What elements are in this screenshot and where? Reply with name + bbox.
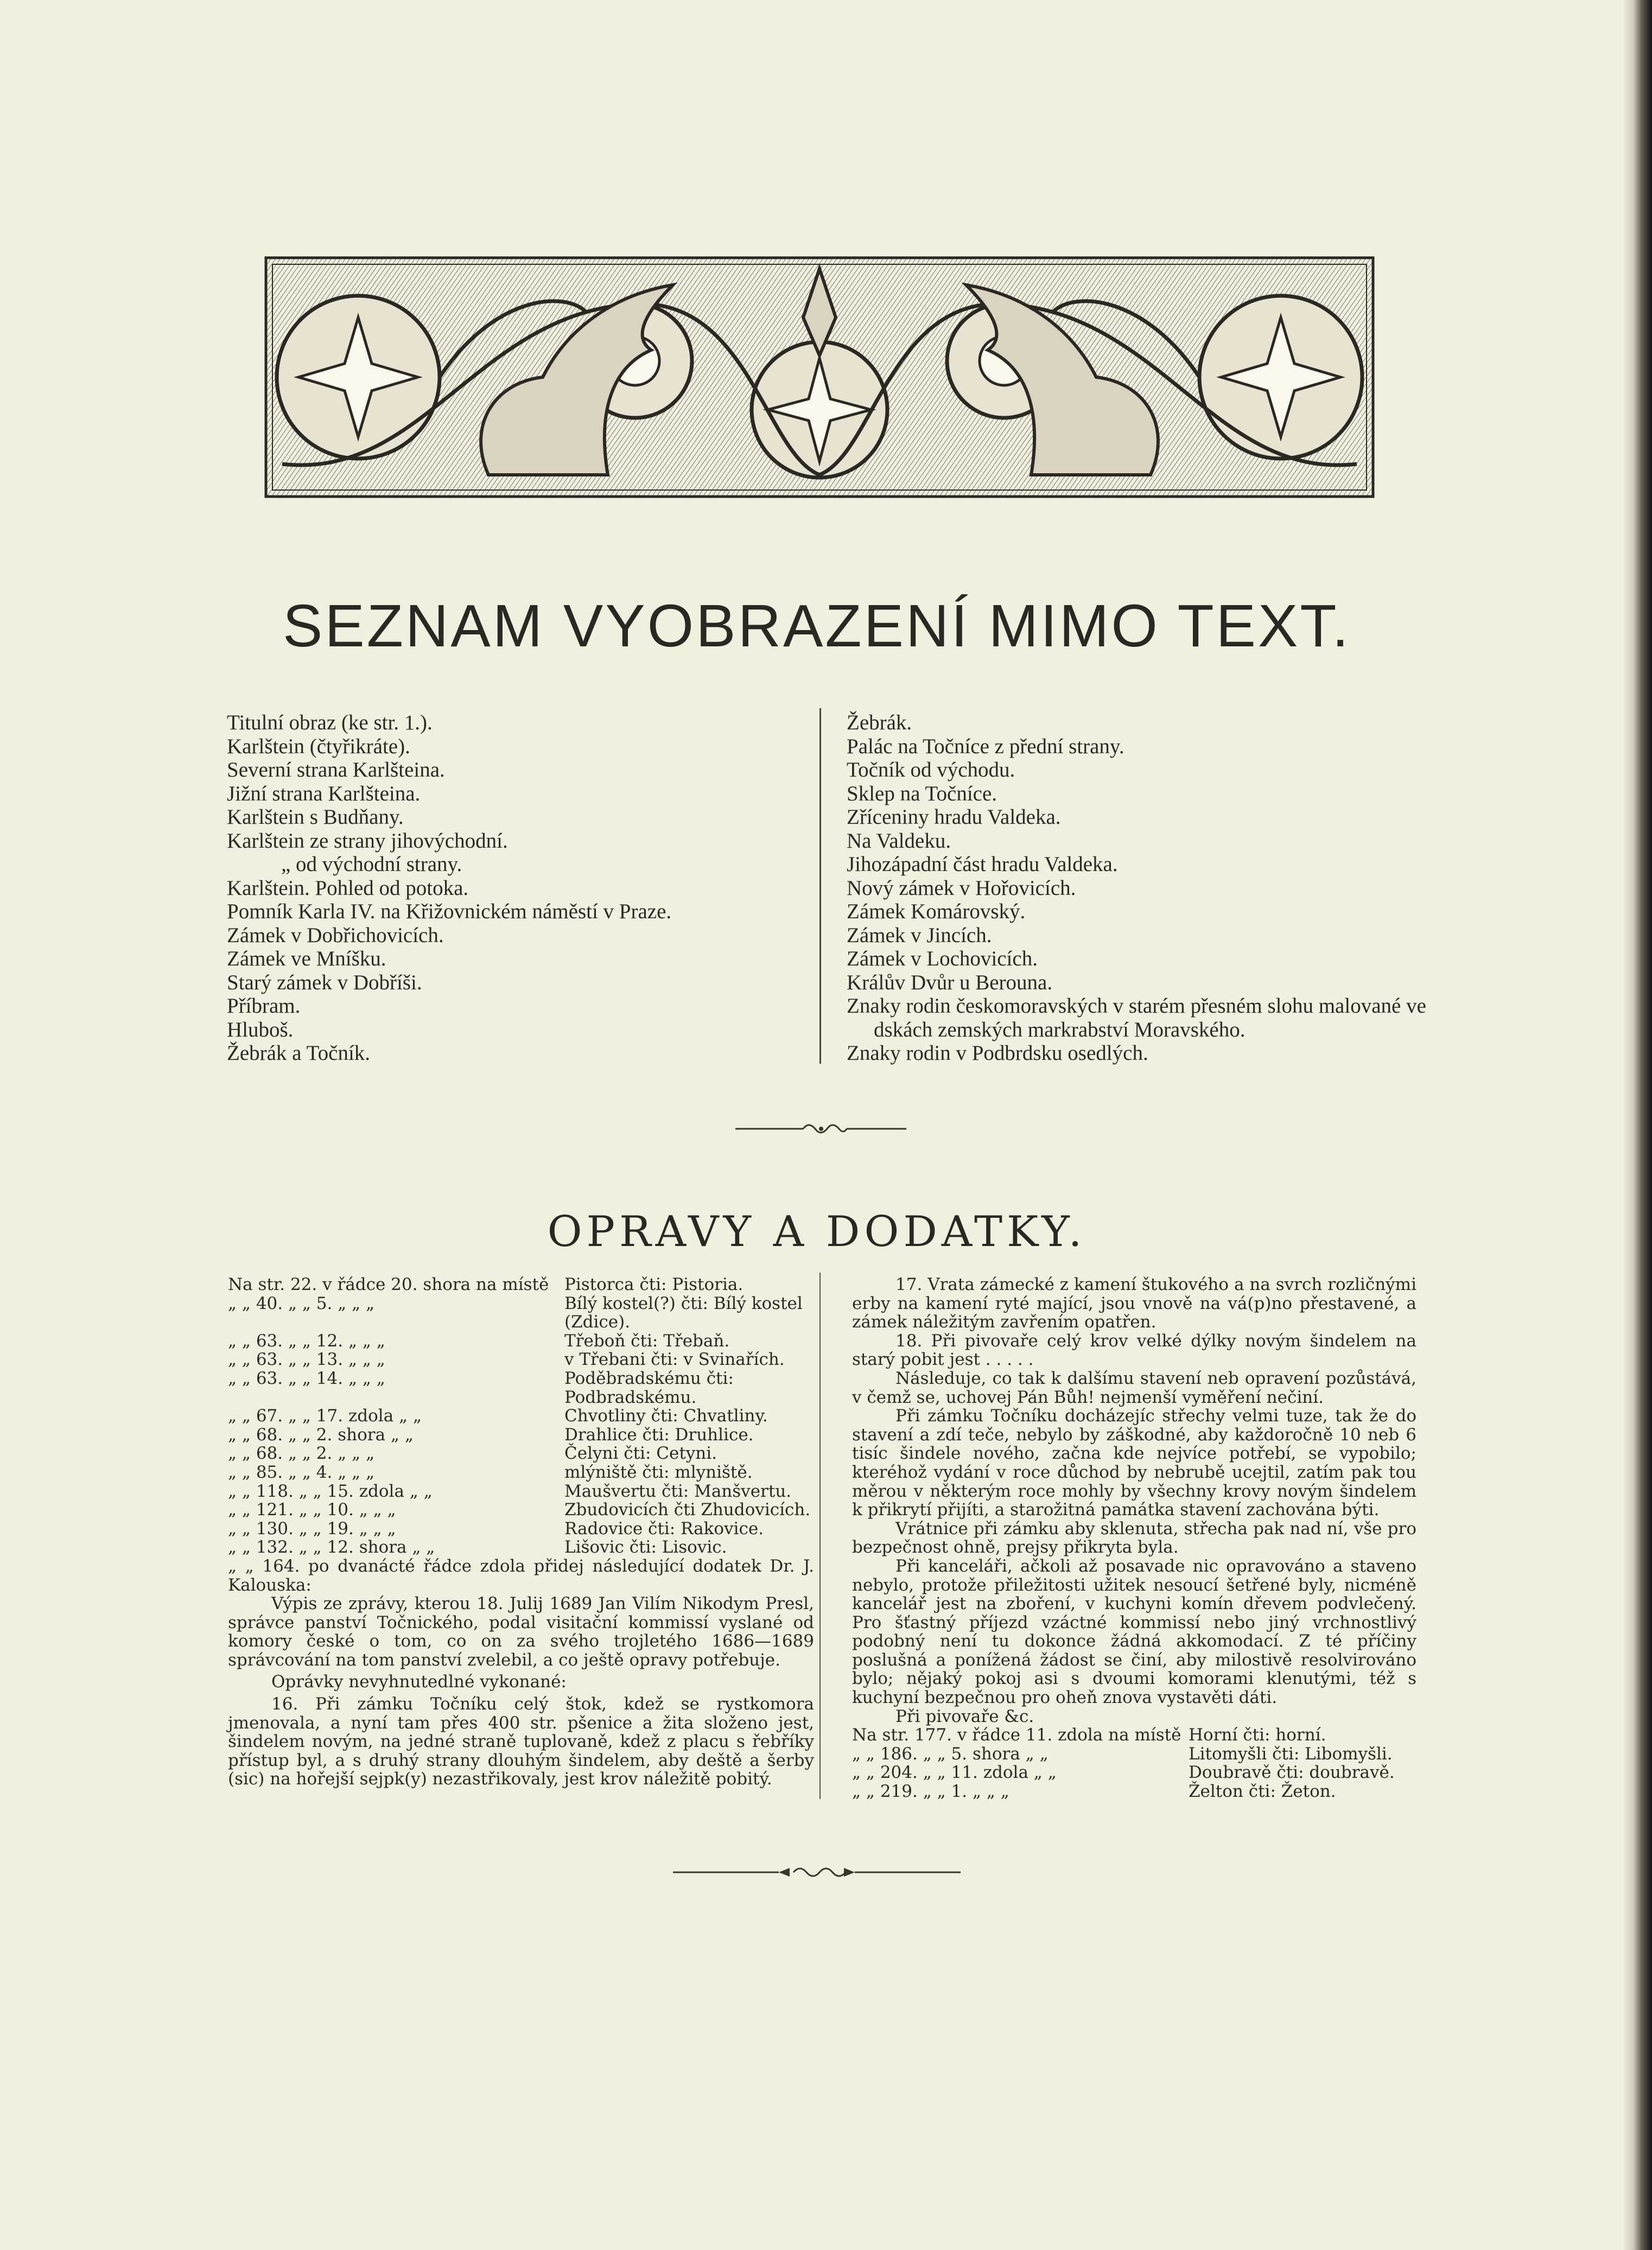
list-item: Zámek v Dobřichovicích. [227, 923, 444, 947]
list-item: Palác na Točníce z přední strany. [847, 734, 1124, 758]
column-divider [819, 708, 821, 1064]
paragraph-vypis: Výpis ze zprávy, kterou 18. Julij 1689 Jan Vilím Nikodym Presl, správce panství Točnického, podal visitační kommissí vyslané od komory české o tom, co on za svého trojletého 1686—1689 správcování na tom panství zvelebil, a co ještě opravy potřebuje. [228, 1594, 814, 1670]
list-item: Jihozápadní část hradu Valdeka. [847, 853, 1118, 876]
list-item: Karlštein. Pohled od potoka. [227, 876, 469, 900]
paragraph-opravky: Oprávky nevyhnutedlné vykonané: [271, 1672, 567, 1692]
correction-row: „ „ 130. „ „ 19. „ „ „ Radovice čti: Rakovice. [228, 1518, 764, 1539]
paragraph-vratnice: Vrátnice při zámku aby sklenuta, střecha pak nad ní, vše pro bezpečnost ohně, prejsy přikryta byla. [852, 1518, 1416, 1558]
list-item: Karlštein s Budňany. [227, 805, 404, 829]
list-item: Pomník Karla IV. na Křižovnickém náměstí v Praze. [227, 900, 672, 923]
correction-row: „ „ 67. „ „ 17. zdola „ „ Chvotliny čti: Chvatliny. [228, 1406, 768, 1426]
correction-row: „ „ 121. „ „ 10. „ „ „ Zbudovicích čti Zhudovicích. [228, 1500, 811, 1520]
correction-row: „ „ 63. „ „ 12. „ „ „ Třeboň čti: Třebaň. [228, 1331, 730, 1351]
list-item: Severní strana Karlšteina. [227, 758, 445, 781]
list-item: Sklep na Točníce. [847, 781, 997, 805]
list-item: Karlštein ze strany jihovýchodní. [227, 829, 508, 853]
corrections-left [228, 1275, 814, 1789]
list-item: Zámek ve Mníšku. [227, 947, 386, 970]
page-title: SEZNAM VYOBRAZENÍ MIMO TEXT. [283, 593, 1351, 659]
paragraph-zamek: Při zámku Točníku docházejíc střechy velmi tuze, tak že do stavení a zdí teče, nebylo by záškodné, aby každoročně 10 neb 6 tisíc šindele nového, začna kde nejvíce potřebí, se vypobilo; kteréhož vydání v roce důchod by nebrubě ucejtil, zatím pak tou měrou v některým roce mohly by všechny krovy novým šindelem k přikrytí přijíti, a starožitná památka stavení zachována býti. [852, 1406, 1416, 1520]
list-item: Znaky rodin českomoravských v starém přesném slohu malované ve dskách zemských markrabství Moravského. [847, 994, 1426, 1041]
paragraph-pivovare: Při pivovaře &c. [895, 1706, 1034, 1726]
list-item: Nový zámek v Hořovicích. [847, 876, 1076, 900]
correction-row: „ „ 118. „ „ 15. zdola „ „ Maušvertu čti: Manšvertu. [228, 1481, 792, 1501]
correction-row: „ „ 68. „ „ 2. „ „ „ Čelyni čti: Cetyni. [228, 1444, 717, 1464]
paragraph-nasleduje: Následuje, co tak k dalšímu stavení neb opravení pozůstává, v čemž se, uchovej Pán Bůh! nejmenší vyměření nečiní. [852, 1368, 1416, 1407]
ornamental-header-band [260, 247, 1378, 505]
list-item: Starý zámek v Dobříši. [227, 970, 422, 994]
correction-row: „ „ 219. „ „ 1. „ „ „ Želton čti: Žeton. [852, 1782, 1336, 1802]
list-item: Žebrák. [847, 711, 912, 734]
paragraph-17: 17. Vrata zámecké z kamení štukového a na svrch rozličnými erby na kamení ryté mající, jsou vnově na vá(p)no přestavené, a zámek náležitým zavřením opatřen. [852, 1275, 1416, 1332]
list-item: Točník od východu. [847, 758, 1015, 781]
section-divider [0, 1118, 1634, 1140]
correction-164: „ „ 164. po dvanácté řádce zdola přidej následující dodatek Dr. J. Kalouska: [228, 1556, 814, 1595]
list-item: Zámek v Jincích. [847, 923, 992, 947]
correction-row: „ „ 204. „ „ 11. zdola „ „ Doubravě čti: doubravě. [852, 1763, 1395, 1783]
list-item: Zámek Komárovský. [847, 900, 1026, 923]
column-divider [819, 1273, 821, 1799]
correction-row: Na str. 177. v řádce 11. zdola na místě Horní čti: horní. [852, 1725, 1326, 1745]
list-item: Jižní strana Karlšteina. [227, 781, 421, 805]
list-item: Příbram. [227, 994, 301, 1018]
list-item: Na Valdeku. [847, 829, 951, 853]
corrections-right [852, 1275, 1416, 1801]
correction-row: „ „ 132. „ „ 12. shora „ „ Lišovic čti: Lisovic. [228, 1537, 727, 1558]
correction-row: „ „ 40. „ „ 5. „ „ „ Bílý kostel(?) čti: Bílý kostel (Zdice). [228, 1293, 803, 1332]
correction-row: „ „ 63. „ „ 14. „ „ „ Poděbradskému čti: Podbradskému. [228, 1368, 734, 1407]
paragraph-16: 16. Při zámku Točníku celý štok, kdež se rystkomora jmenovala, a nyní tam přes 400 str. pšenice a žita složeno jest, šindelem novým, na jedné straně tuplovaně, kdež z placu s řebříky přístup byl, a s druhý strany dlouhým šindelem, aby deště a šerby (sic) na hořejší sejpk(y) nezastřikovaly, jest krov náležitě pobitý. [228, 1694, 814, 1789]
list-item: Králův Dvůr u Berouna. [847, 970, 1053, 994]
correction-row: „ „ 68. „ „ 2. shora „ „ Drahlice čti: Druhlice. [228, 1425, 754, 1445]
section-title: OPRAVY A DODATKY. [547, 1207, 1086, 1256]
correction-row: Na str. 22. v řádce 20. shora na místě Pistorca čti: Pistoria. [228, 1275, 744, 1294]
illustration-list-right [847, 711, 1465, 1065]
correction-row: „ „ 63. „ „ 13. „ „ „ v Třebani čti: v Svinařích. [228, 1350, 785, 1370]
list-item: Zámek v Lochovicích. [847, 947, 1038, 970]
correction-row: „ „ 186. „ „ 5. shora „ „ Litomyšli čti: Libomyšli. [852, 1744, 1393, 1764]
list-item: Zříceniny hradu Valdeka. [847, 805, 1061, 829]
illustration-list-left [227, 711, 802, 1065]
list-item: Karlštein (čtyřikráte). [227, 734, 410, 758]
section-divider-bottom [0, 1861, 1634, 1883]
paragraph-kancelari: Při kanceláři, ačkoli až posavade nic opravováno a staveno nebylo, protože přiležitosti užitek nesoucí šetřené byly, nicméně kancelář jest na zboření, v kuchyni komín dřevem podvlečený. Pro šťastný příjezd vzáctné kommissí nebo jiný vrchnostlivý podobný není tu dokonce žádná akkomodací. Z té příčiny poslušná a ponížená žádost se činí, aby milostivě resolvirováno bylo; nějaký pokoj asi s dvoumi komorami klenutými, též s kuchyní bezpečnou pro oheň znova vystavěti dáti. [852, 1556, 1416, 1708]
correction-row: „ „ 85. „ „ 4. „ „ „ mlýniště čti: mlyniště. [228, 1462, 753, 1482]
list-item: Titulní obraz (ke str. 1.). [227, 711, 433, 734]
scan-border [1634, 0, 1652, 2250]
list-item: Žebrák a Točník. [227, 1041, 371, 1065]
list-item: „ od východní strany. [281, 853, 462, 876]
list-item: Znaky rodin v Podbrdsku osedlých. [847, 1041, 1148, 1065]
paragraph-18: 18. Při pivovaře celý krov velké dýlky novým šindelem na starý pobit jest . . . . . [852, 1331, 1416, 1370]
list-item: Hluboš. [227, 1018, 294, 1041]
